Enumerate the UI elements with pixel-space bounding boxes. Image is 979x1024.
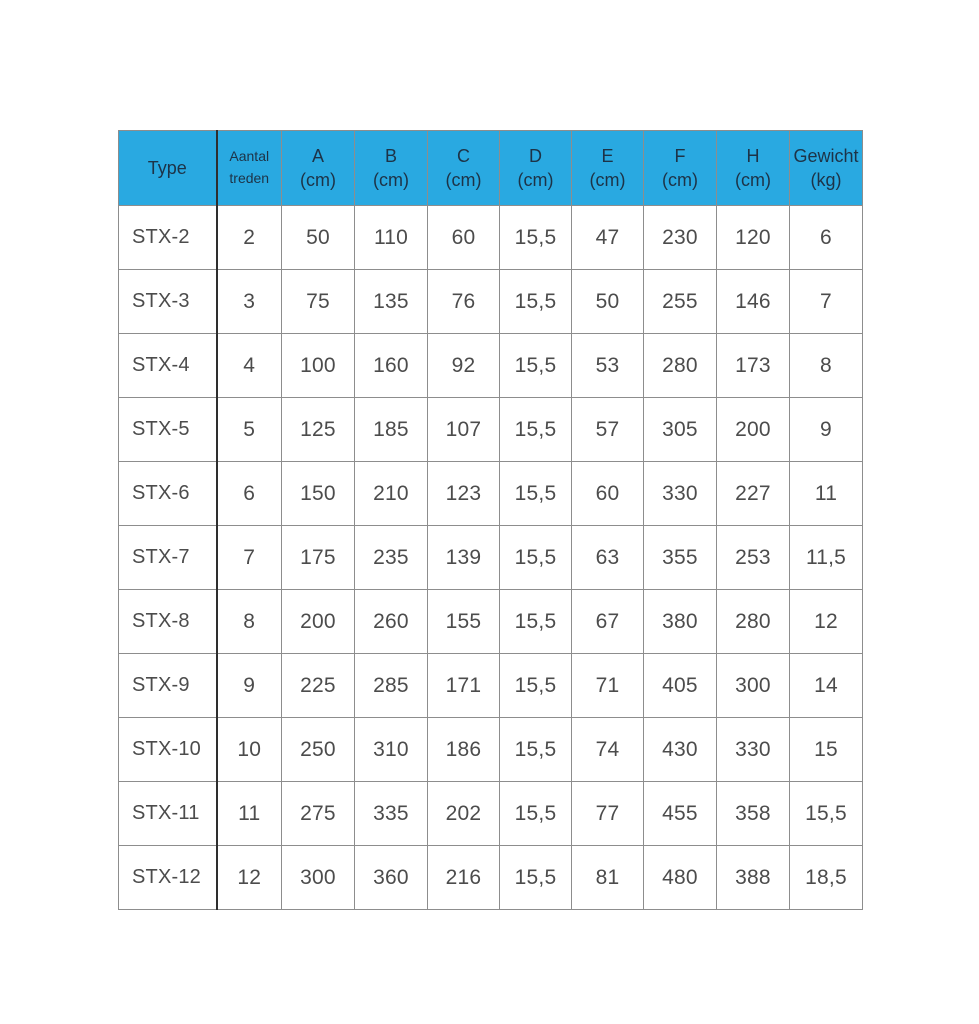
value-cell: 260 (355, 590, 428, 654)
column-header-label: (cm) (373, 170, 409, 190)
value-cell: 285 (355, 654, 428, 718)
value-cell: 110 (355, 206, 428, 270)
value-cell: 107 (428, 398, 500, 462)
value-cell: 15,5 (500, 334, 572, 398)
value-cell: 81 (572, 846, 644, 910)
type-cell: STX-11 (119, 782, 217, 846)
value-cell: 405 (644, 654, 717, 718)
type-cell: STX-10 (119, 718, 217, 782)
column-header-label: C (457, 145, 470, 166)
table-body (119, 206, 863, 910)
value-cell: 175 (282, 526, 355, 590)
value-cell: 123 (428, 462, 500, 526)
column-header-label: (cm) (300, 170, 336, 190)
value-cell: 216 (428, 846, 500, 910)
value-cell: 4 (217, 334, 282, 398)
value-cell: 2 (217, 206, 282, 270)
value-cell: 330 (644, 462, 717, 526)
value-cell: 74 (572, 718, 644, 782)
value-cell: 210 (355, 462, 428, 526)
type-cell: STX-9 (119, 654, 217, 718)
value-cell: 150 (282, 462, 355, 526)
column-header-label: Gewicht (793, 145, 859, 166)
value-cell: 160 (355, 334, 428, 398)
value-cell: 75 (282, 270, 355, 334)
value-cell: 200 (717, 398, 790, 462)
value-cell: 330 (717, 718, 790, 782)
value-cell: 305 (644, 398, 717, 462)
column-header-label: Type (147, 157, 187, 178)
value-cell: 230 (644, 206, 717, 270)
value-cell: 135 (355, 270, 428, 334)
value-cell: 15,5 (500, 846, 572, 910)
column-header-label: (cm) (662, 170, 698, 190)
table-row (119, 590, 863, 654)
value-cell: 455 (644, 782, 717, 846)
column-header (355, 131, 428, 206)
column-header-label: D (529, 145, 542, 166)
value-cell: 12 (790, 590, 863, 654)
value-cell: 15,5 (500, 590, 572, 654)
type-cell: STX-5 (119, 398, 217, 462)
value-cell: 360 (355, 846, 428, 910)
specs-table (118, 130, 863, 910)
value-cell: 146 (717, 270, 790, 334)
value-cell: 171 (428, 654, 500, 718)
value-cell: 63 (572, 526, 644, 590)
value-cell: 10 (217, 718, 282, 782)
column-header-label: (kg) (810, 170, 842, 190)
table-row (119, 846, 863, 910)
table-row (119, 270, 863, 334)
column-header (572, 131, 644, 206)
table-row (119, 782, 863, 846)
value-cell: 7 (217, 526, 282, 590)
value-cell: 280 (717, 590, 790, 654)
value-cell: 15,5 (500, 206, 572, 270)
value-cell: 335 (355, 782, 428, 846)
value-cell: 18,5 (790, 846, 863, 910)
value-cell: 15,5 (500, 654, 572, 718)
column-header (717, 131, 790, 206)
value-cell: 280 (644, 334, 717, 398)
value-cell: 253 (717, 526, 790, 590)
value-cell: 275 (282, 782, 355, 846)
value-cell: 60 (572, 462, 644, 526)
value-cell: 225 (282, 654, 355, 718)
value-cell: 100 (282, 334, 355, 398)
value-cell: 15,5 (500, 718, 572, 782)
value-cell: 11 (790, 462, 863, 526)
value-cell: 3 (217, 270, 282, 334)
column-header-label: H (746, 145, 760, 166)
value-cell: 8 (790, 334, 863, 398)
value-cell: 76 (428, 270, 500, 334)
table-row (119, 398, 863, 462)
value-cell: 250 (282, 718, 355, 782)
value-cell: 15,5 (500, 398, 572, 462)
column-header (644, 131, 717, 206)
value-cell: 388 (717, 846, 790, 910)
value-cell: 15,5 (500, 270, 572, 334)
column-header-label: treden (229, 170, 270, 186)
value-cell: 185 (355, 398, 428, 462)
value-cell: 9 (790, 398, 863, 462)
value-cell: 15,5 (500, 782, 572, 846)
column-header-label: E (601, 145, 614, 166)
type-cell: STX-3 (119, 270, 217, 334)
column-header (500, 131, 572, 206)
type-cell: STX-7 (119, 526, 217, 590)
table-row (119, 206, 863, 270)
table-row (119, 334, 863, 398)
value-cell: 139 (428, 526, 500, 590)
table-row (119, 654, 863, 718)
value-cell: 300 (717, 654, 790, 718)
value-cell: 9 (217, 654, 282, 718)
value-cell: 202 (428, 782, 500, 846)
value-cell: 8 (217, 590, 282, 654)
value-cell: 480 (644, 846, 717, 910)
value-cell: 120 (717, 206, 790, 270)
type-cell: STX-6 (119, 462, 217, 526)
column-header (119, 131, 217, 206)
value-cell: 12 (217, 846, 282, 910)
type-cell: STX-12 (119, 846, 217, 910)
value-cell: 155 (428, 590, 500, 654)
type-cell: STX-8 (119, 590, 217, 654)
value-cell: 15,5 (500, 462, 572, 526)
value-cell: 7 (790, 270, 863, 334)
table-row (119, 526, 863, 590)
value-cell: 92 (428, 334, 500, 398)
column-header-label: (cm) (589, 170, 626, 190)
header-row (119, 131, 863, 206)
value-cell: 71 (572, 654, 644, 718)
column-header (282, 131, 355, 206)
value-cell: 50 (282, 206, 355, 270)
column-header (217, 131, 282, 206)
value-cell: 6 (790, 206, 863, 270)
column-header (790, 131, 863, 206)
value-cell: 67 (572, 590, 644, 654)
value-cell: 15,5 (500, 526, 572, 590)
value-cell: 200 (282, 590, 355, 654)
value-cell: 227 (717, 462, 790, 526)
value-cell: 310 (355, 718, 428, 782)
column-header-label: Aantal (229, 148, 270, 165)
value-cell: 173 (717, 334, 790, 398)
value-cell: 50 (572, 270, 644, 334)
column-header-label: F (674, 145, 686, 166)
value-cell: 47 (572, 206, 644, 270)
value-cell: 380 (644, 590, 717, 654)
value-cell: 355 (644, 526, 717, 590)
value-cell: 358 (717, 782, 790, 846)
value-cell: 57 (572, 398, 644, 462)
column-header-label: (cm) (445, 170, 482, 190)
column-header-label: (cm) (517, 170, 554, 190)
column-header-label: (cm) (735, 170, 771, 190)
value-cell: 255 (644, 270, 717, 334)
value-cell: 186 (428, 718, 500, 782)
table-row (119, 718, 863, 782)
value-cell: 11,5 (790, 526, 863, 590)
value-cell: 300 (282, 846, 355, 910)
value-cell: 15 (790, 718, 863, 782)
column-header (428, 131, 500, 206)
value-cell: 6 (217, 462, 282, 526)
value-cell: 5 (217, 398, 282, 462)
column-header-label: A (311, 145, 324, 166)
type-cell: STX-2 (119, 206, 217, 270)
value-cell: 15,5 (790, 782, 863, 846)
table-row (119, 462, 863, 526)
value-cell: 235 (355, 526, 428, 590)
table-header (119, 131, 863, 206)
specs-table-container (118, 130, 862, 910)
value-cell: 53 (572, 334, 644, 398)
value-cell: 14 (790, 654, 863, 718)
value-cell: 125 (282, 398, 355, 462)
value-cell: 60 (428, 206, 500, 270)
type-cell: STX-4 (119, 334, 217, 398)
value-cell: 430 (644, 718, 717, 782)
column-header-label: B (384, 145, 397, 166)
value-cell: 11 (217, 782, 282, 846)
value-cell: 77 (572, 782, 644, 846)
